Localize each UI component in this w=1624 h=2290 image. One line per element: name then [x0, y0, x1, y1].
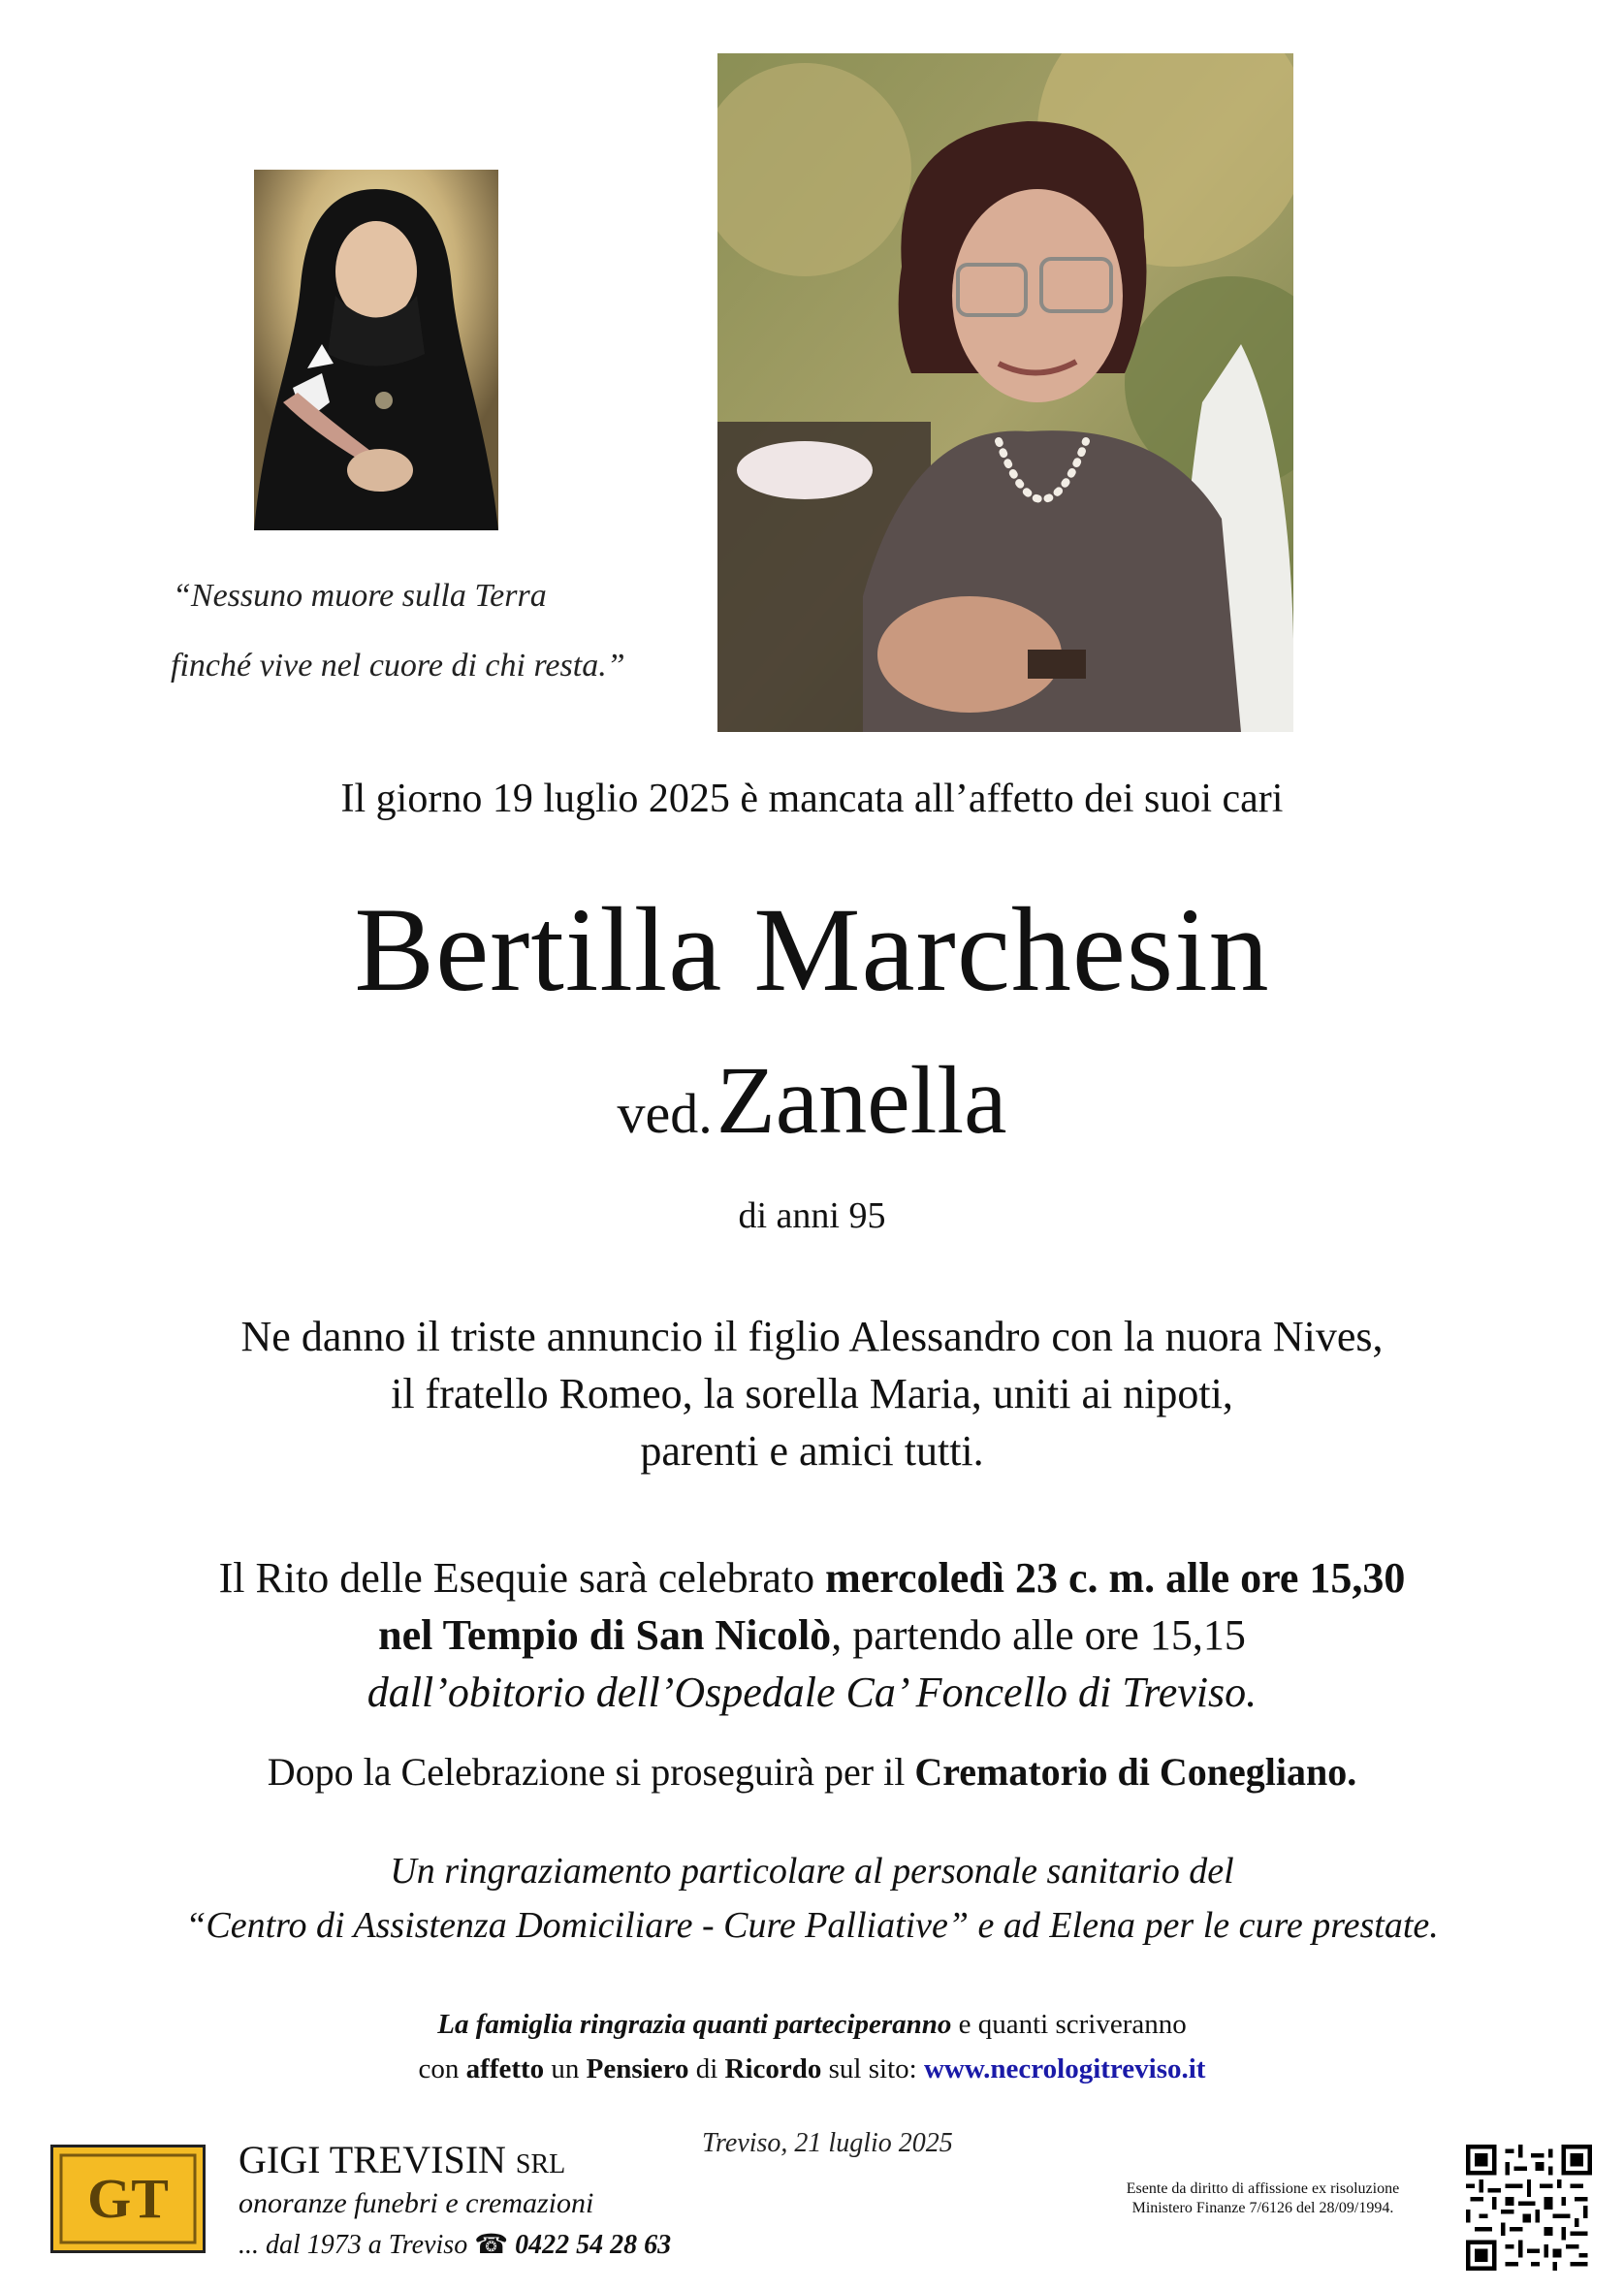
exemption-line-1: Esente da diritto di affissione ex risoluzione [1126, 2180, 1400, 2197]
quote-line-2: finché vive nel cuore di chi resta.” [171, 648, 625, 684]
text-pensiero: Pensiero [586, 2053, 689, 2084]
text-un: un [544, 2053, 587, 2084]
intro-text: Il giorno 19 luglio 2025 è mancata all’affetto dei suoi cari [340, 777, 1284, 821]
company-phone[interactable]: 0422 54 28 63 [515, 2230, 672, 2260]
family-line-3: parenti e amici tutti. [640, 1427, 984, 1475]
company-logo [50, 2145, 206, 2253]
website-link[interactable]: www.necrologitreviso.it [923, 2053, 1206, 2084]
rite-line-1-text: Il Rito delle Esequie sarà celebrato [218, 1554, 826, 1602]
company-since [239, 2228, 671, 2261]
after-ceremony [0, 1749, 1624, 1796]
company-since-text: ... dal 1973 a Treviso [239, 2230, 468, 2260]
text-affetto: affetto [465, 2053, 545, 2084]
text-con: con [418, 2053, 466, 2084]
family-thanks-line-1 [0, 2009, 1624, 2041]
qr-code[interactable] [1466, 2145, 1592, 2271]
company-suffix: SRL [515, 2149, 566, 2179]
text-ricordo: Ricordo [724, 2053, 822, 2084]
text-sul-sito: sul sito: [821, 2053, 924, 2084]
phone-icon: ☎ [474, 2230, 509, 2260]
rite-date-time: mercoledì 23 c. m. alle ore 15,30 [825, 1554, 1406, 1602]
married-surname: Zanella [716, 1046, 1007, 1154]
exemption-note [1086, 2179, 1440, 2218]
family-thanks-rest: e quanti scriveranno [951, 2009, 1187, 2040]
married-name [0, 1047, 1624, 1154]
logo-monogram: GT [87, 2167, 169, 2230]
exemption-line-2: Ministero Finanze 7/6126 del 28/09/1994. [1131, 2200, 1394, 2216]
portrait-photo [717, 53, 1293, 732]
widow-prefix: ved. [617, 1082, 713, 1145]
rite-line-1 [0, 1553, 1624, 1605]
saint-photo [254, 170, 498, 530]
family-thanks-bold: La famiglia ringrazia quanti parteciperanno [437, 2009, 952, 2040]
company-description: onoranze funebri e cremazioni [239, 2187, 594, 2219]
rite-line-2 [0, 1610, 1624, 1662]
text-di: di [688, 2053, 725, 2084]
thanks-line-2: “Centro di Assistenza Domiciliare - Cure Palliative” e ad Elena per le cure prestate. [185, 1905, 1439, 1946]
after-ceremony-text: Dopo la Celebrazione si proseguirà per il [267, 1750, 915, 1794]
crematorium: Crematorio di Conegliano. [914, 1750, 1357, 1794]
deceased-name: Bertilla Marchesin [354, 883, 1270, 1016]
family-line-2: il fratello Romeo, la sorella Maria, uniti ai nipoti, [391, 1370, 1233, 1417]
rite-church: nel Tempio di San Nicolò [378, 1611, 832, 1659]
thanks-line-1: Un ringraziamento particolare al personale sanitario del [390, 1851, 1234, 1892]
quote-line-1: “Nessuno muore sulla Terra [173, 578, 547, 614]
age: di anni 95 [738, 1195, 886, 1236]
rite-line-3: dall’obitorio dell’Ospedale Ca’ Foncello di Treviso. [366, 1669, 1258, 1716]
rite-departure: , partendo alle ore 15,15 [831, 1611, 1246, 1659]
company-name-text: GIGI TREVISIN [239, 2138, 506, 2181]
family-thanks-line-2 [0, 2053, 1624, 2085]
company-name [239, 2137, 565, 2182]
place-date: Treviso, 21 luglio 2025 [702, 2128, 953, 2158]
family-line-1: Ne danno il triste annuncio il figlio Alessandro con la nuora Nives, [240, 1313, 1384, 1360]
